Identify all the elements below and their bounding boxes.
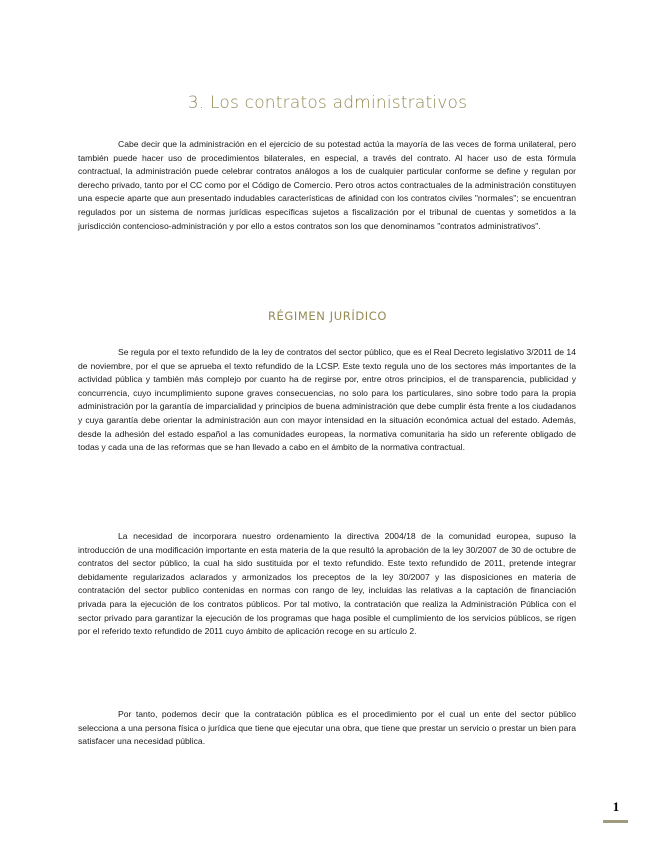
page-title: 3. Los contratos administrativos (187, 93, 468, 113)
page-number: 1 (612, 799, 620, 814)
intro-paragraph: Cabe decir que la administración en el ejercicio de su potestad actúa la mayoría de las veces de forma unilateral, pero también puede hacer uso de procedimientos bilaterales, en especial, a través del contrato. Al hacer uso de esta fórmula contractual, la administración puede celebrar contratos análogos a los de cualquier particular conforme se define y regulan por derecho privado, tanto por el CC como por el Código de Comercio. Pero otros actos contractuales de la administración constituyen una especie aparte que aun presentado indudables características de afinidad con los contratos civiles "normales"; se encuentran regulados por un sistema de normas jurídicas específicas sujetos a fiscalización por el tribunal de cuentas y sometidos a la jurisdicción contencioso-administración y por ello a estos contratos son los que denominamos "contratos administrativos". (78, 139, 576, 231)
page-number-underline (603, 820, 628, 823)
section-heading: RÉGIMEN JURÍDICO (267, 309, 388, 323)
body-paragraph: Por tanto, podemos decir que la contratación pública es el procedimiento por el cual un ente del sector público selecciona a una persona física o jurídica que tiene que ejecutar una obra, que tiene que prestar un servicio o prestar un bien para satisfacer una necesidad pública. (78, 709, 576, 747)
body-paragraph: La necesidad de incorporara nuestro ordenamiento la directiva 2004/18 de la comunidad europea, supuso la introducción de una modificación importante en esta materia de la que resultó la aprobación de la ley 30/2007 de 30 de octubre de contratos del sector público, la cual ha sido sustituida por el texto refundido. Este texto refundido de 2011, pretende integrar debidamente regularizados aclarados y armonizados los preceptos de la ley 30/2007 y las disposiciones en materia de contratación del sector publico contenidas en normas con rango de ley, incluidas las relativas a la captación de financiación privada para la ejecución de los contratos públicos. Por tal motivo, la contratación que realiza la Administración Pública con el sector privado para garantizar la ejecución de los programas que haga posible el cumplimiento de los servicios públicos, se rigen por el referido texto refundido de 2011 cuyo ámbito de aplicación recoge en su artículo 2. (78, 531, 576, 637)
body-paragraph: Se regula por el texto refundido de la ley de contratos del sector público, que es el Real Decreto legislativo 3/2011 de 14 de noviembre, por el que se aprueba el texto refundido de la LCSP. Este texto regula uno de los sectores más importantes de la actividad pública y también más complejo por cuanto ha de regirse por, entre otros principios, el de transparencia, publicidad y concurrencia, cuyo incumplimiento supone graves consecuencias, no solo para los particulares, sino sobre todo para la propia administración por la garantía de imparcialidad y principios de buena administración que debe cumplir ésta frente a los ciudadanos y cuya garantía debe orientar la administración aun con mayor intensidad en la situación económica actual del estado. Además, desde la adhesión del estado español a las comunidades europeas, la normativa comunitaria ha sido un referente obligado de todas y cada una de las reformas que se han llevado a cabo en el ámbito de la normativa contractual. (78, 347, 576, 453)
